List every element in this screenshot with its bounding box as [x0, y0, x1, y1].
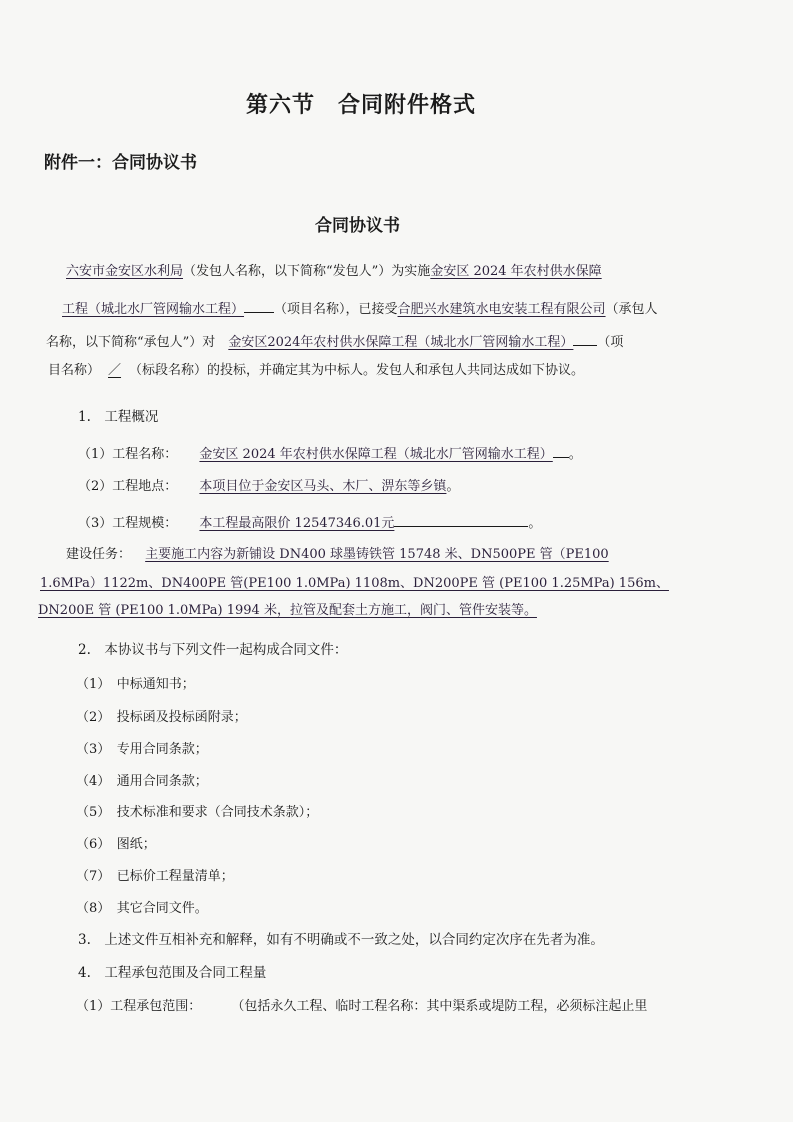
attachment-title: 附件一：合同协议书 [44, 153, 197, 173]
project-name-row: （1）工程名称： 金安区 2024 年农村供水保障工程（城北水厂管网输水工程） 。 [78, 447, 582, 462]
employer-name: 六安市金安区水利局 [66, 264, 184, 279]
project-name-b: 工程（城北水厂管网输水工程） [62, 302, 245, 317]
document-title: 合同协议书 [315, 216, 400, 236]
project-scale-label: （3）工程规模： [78, 516, 178, 531]
project-name-label: （1）工程名称： [78, 447, 178, 462]
intro-line-1 [66, 265, 602, 278]
list-item: （4） 通用合同条款； [76, 774, 208, 789]
intro-text-5: （项 [597, 335, 624, 350]
intro-text-4: 名称，以下简称“承包人”）对 [46, 335, 216, 350]
project-full-name: 金安区2024年农村供水保障工程（城北水厂管网输水工程） [228, 335, 574, 350]
sec2-heading: 2. 本协议书与下列文件一起构成合同文件： [78, 642, 348, 658]
sec3-text: 3. 上述文件互相补充和解释，如有不明确或不一致之处，以合同约定次序在先者为准。 [78, 932, 604, 948]
sec4-heading: 4. 工程承包范围及合同工程量 [78, 965, 267, 981]
tasks-text-3: DN200E 管 (PE100 1.0MPa) 1994 米，拉管及配套土方施工，阀门、管件安装等。 [38, 603, 537, 618]
tasks-text-2: 1.6MPa）1122m、DN400PE 管(PE100 1.0MPa) 1108m、DN200PE 管 (PE100 1.25MPa) 156m、 [40, 576, 669, 591]
tasks-line-1 [66, 548, 609, 561]
blank-line [553, 445, 569, 458]
list-item: （1） 中标通知书； [76, 677, 195, 692]
tasks-text-1: 主要施工内容为新铺设 DN400 球墨铸铁管 15748 米、DN500PE 管（PE100 [145, 547, 609, 562]
project-location-value: 本项目位于金安区马头、木厂、淠东等乡镇 [199, 479, 447, 494]
scope-text: （包括永久工程、临时工程名称：其中渠系或堤防工程，必须标注起止里 [231, 999, 648, 1014]
intro-text-2: （项目名称），已接受 [274, 302, 398, 317]
section-title: 第六节 合同附件格式 [246, 92, 477, 118]
lot-name: ／ [108, 363, 122, 378]
scope-row [76, 1000, 647, 1013]
intro-line-2 [62, 300, 658, 316]
tasks-line-3 [38, 604, 537, 617]
contractor-name: 合肥兴水建筑水电安装工程有限公司 [397, 302, 606, 317]
tasks-label: 建设任务： [66, 547, 132, 562]
list-item: （6） 图纸； [76, 837, 156, 852]
project-name-a: 金安区 2024 年农村供水保障 [430, 264, 602, 279]
tasks-line-2 [40, 577, 669, 590]
project-scale-row: （3）工程规模： 本工程最高限价 12547346.01元 。 [78, 516, 542, 531]
blank-line [573, 333, 597, 346]
blank-line [244, 300, 274, 313]
intro-line-3 [46, 333, 623, 349]
list-item: （8） 其它合同文件。 [76, 901, 208, 916]
intro-text-1: （发包人名称，以下简称“发包人”）为实施 [183, 264, 431, 279]
list-item: （7） 已标价工程量清单； [76, 869, 234, 884]
intro-text-3: （承包人 [605, 302, 658, 317]
project-scale-value: 本工程最高限价 12547346.01元 [199, 516, 395, 531]
sec1-heading: 1. 工程概况 [78, 409, 159, 425]
intro-text-6: 目名称） [48, 363, 101, 378]
list-item: （5） 技术标准和要求（合同技术条款）； [76, 805, 319, 820]
project-location-row: （2）工程地点： 本项目位于金安区马头、木厂、淠东等乡镇。 [78, 479, 460, 494]
scope-label: （1）工程承包范围： [76, 999, 202, 1014]
blank-line [394, 514, 528, 527]
intro-line-4 [48, 364, 584, 377]
project-name-value: 金安区 2024 年农村供水保障工程（城北水厂管网输水工程） [199, 447, 553, 462]
intro-text-7: （标段名称）的投标，并确定其为中标人。发包人和承包人共同达成如下协议。 [129, 363, 585, 378]
list-item: （2） 投标函及投标函附录； [76, 710, 247, 725]
project-location-label: （2）工程地点： [78, 479, 178, 494]
list-item: （3） 专用合同条款； [76, 742, 208, 757]
